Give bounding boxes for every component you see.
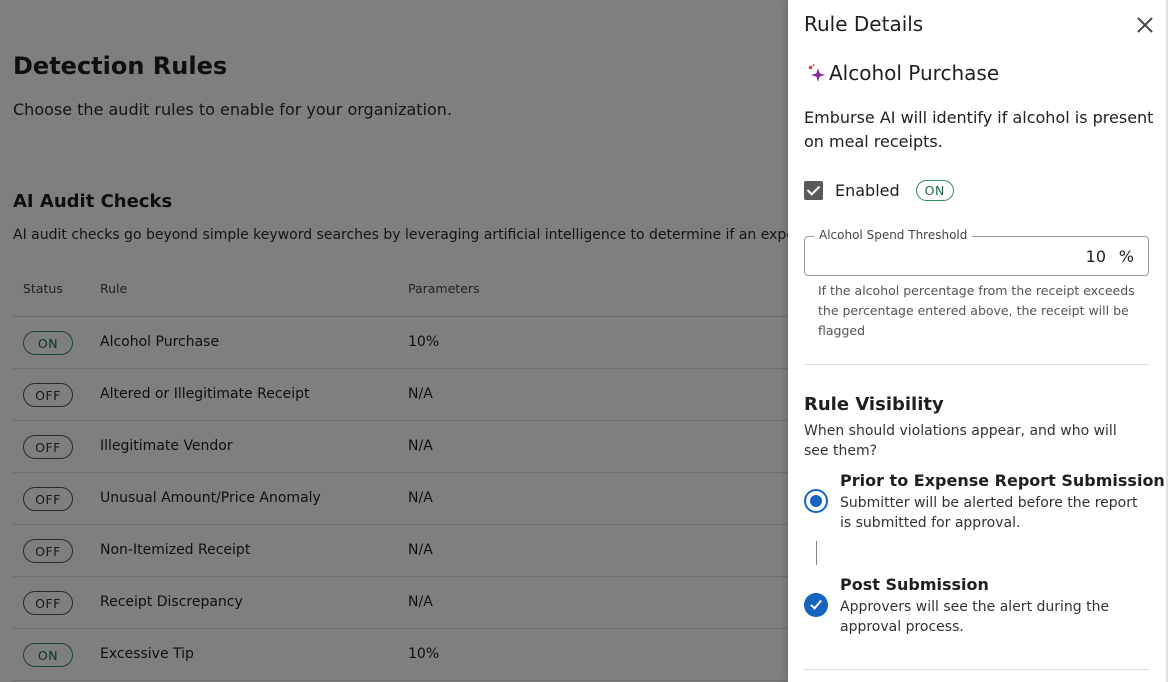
enabled-label: Enabled <box>835 181 900 200</box>
post-submission-check-icon[interactable] <box>804 593 828 617</box>
post-submission-title: Post Submission <box>840 575 989 594</box>
threshold-input[interactable] <box>986 247 1106 266</box>
enabled-row <box>804 180 954 201</box>
threshold-unit: % <box>1118 247 1134 266</box>
rule-details-drawer <box>788 0 1168 682</box>
threshold-label: Alcohol Spend Threshold <box>814 228 972 242</box>
prior-submission-radio[interactable] <box>804 489 828 513</box>
status-badge: ON <box>916 180 954 201</box>
divider <box>804 364 1149 365</box>
rule-description: Emburse AI will identify if alcohol is present on meal receipts. <box>804 108 1154 151</box>
threshold-help-text: If the alcohol percentage from the receipt exceeds the percentage entered above, the receipt will be flagged <box>818 283 1135 338</box>
post-submission-description: Approvers will see the alert during the approval process. <box>840 599 1110 635</box>
divider <box>804 669 1149 670</box>
prior-submission-title: Prior to Expense Report Submission <box>840 471 1165 490</box>
visibility-description: When should violations appear, and who will see them? <box>804 423 1117 459</box>
rule-name: Alcohol Purchase <box>829 61 1000 85</box>
drawer-title: Rule Details <box>804 12 924 36</box>
close-icon[interactable] <box>1134 14 1156 36</box>
option-connector <box>816 541 817 565</box>
prior-submission-description: Submitter will be alerted before the report is submitted for approval. <box>840 495 1138 531</box>
rule-heading <box>806 61 999 85</box>
sparkle-icon <box>806 63 826 83</box>
threshold-field <box>804 228 1149 276</box>
enabled-checkbox[interactable] <box>804 181 823 200</box>
visibility-title: Rule Visibility <box>804 394 944 415</box>
